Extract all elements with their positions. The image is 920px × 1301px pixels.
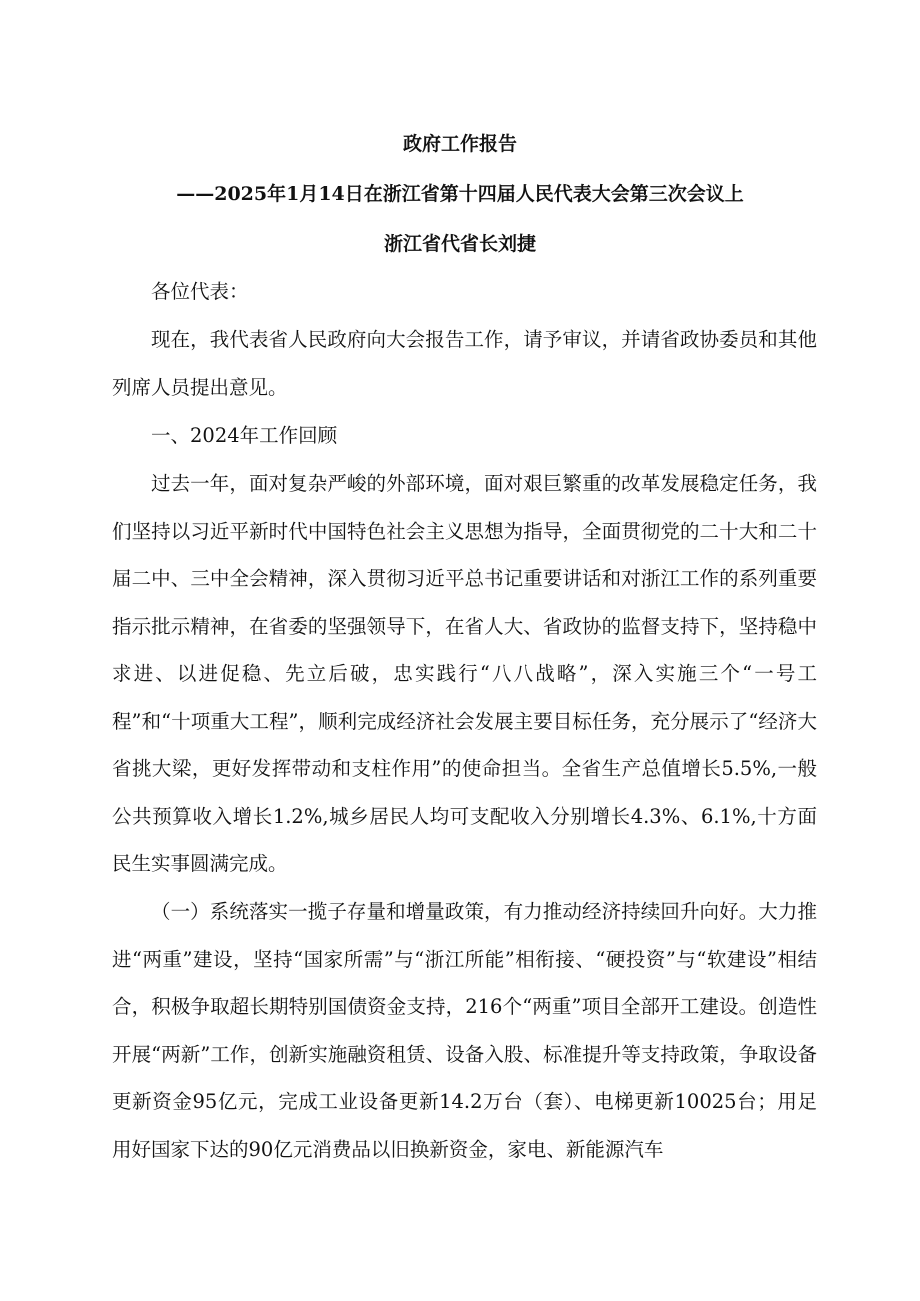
document-title: 政府工作报告 bbox=[402, 133, 517, 155]
document-subtitle: ——2025年1月14日在浙江省第十四届人民代表大会第三次会议上 bbox=[176, 183, 744, 205]
section-heading: 一、2024年工作回顾 bbox=[151, 424, 338, 447]
review-paragraph: 过去一年，面对复杂严峻的外部环境，面对艰巨繁重的改革发展稳定任务，我们坚持以习近平新时代中国特色社会主义思想为指导，全面贯彻党的二十大和二十届二中、三中全会精神，深入贯彻习近平总书记重要讲话和对浙江工作的系列重要指示批示精神，在省委的坚强领导下，在省人大、省政协的监督支持下，坚持稳中求进、以进促稳、先立后破，忠实践行“八八战略”，深入实施三个“一号工程”和“十项重大工程”，顺利完成经济社会发展主要目标任务，充分展示了“经济大省挑大梁，更好发挥带动和支柱作用”的使命担当。全省生产总值增长5.5%,一般公共预算收入增长1.2%,城乡居民人均可支配收入分别增长4.3%、6.1%,十方面民生实事圆满完成。 bbox=[112, 472, 817, 875]
document-speaker: 浙江省代省长刘捷 bbox=[383, 233, 536, 255]
intro-paragraph: 现在，我代表省人民政府向大会报告工作，请予审议，并请省政协委员和其他列席人员提出意见。 bbox=[112, 328, 817, 399]
section-one-paragraph: （一）系统落实一揽子存量和增量政策，有力推动经济持续回升向好。大力推进“两重”建设，坚持“国家所需”与“浙江所能”相衔接、“硬投资”与“软建设”相结合，积极争取超长期特别国债资金支持，216个“两重”项目全部开工建设。创造性开展“两新”工作，创新实施融资租赁、设备入股、标准提升等支持政策，争取设备更新资金95亿元，完成工业设备更新14.2万台（套）、电梯更新10025台；用足用好国家下达的90亿元消费品以旧换新资金，家电、新能源汽车 bbox=[112, 900, 817, 1161]
salutation: 各位代表： bbox=[151, 280, 249, 303]
